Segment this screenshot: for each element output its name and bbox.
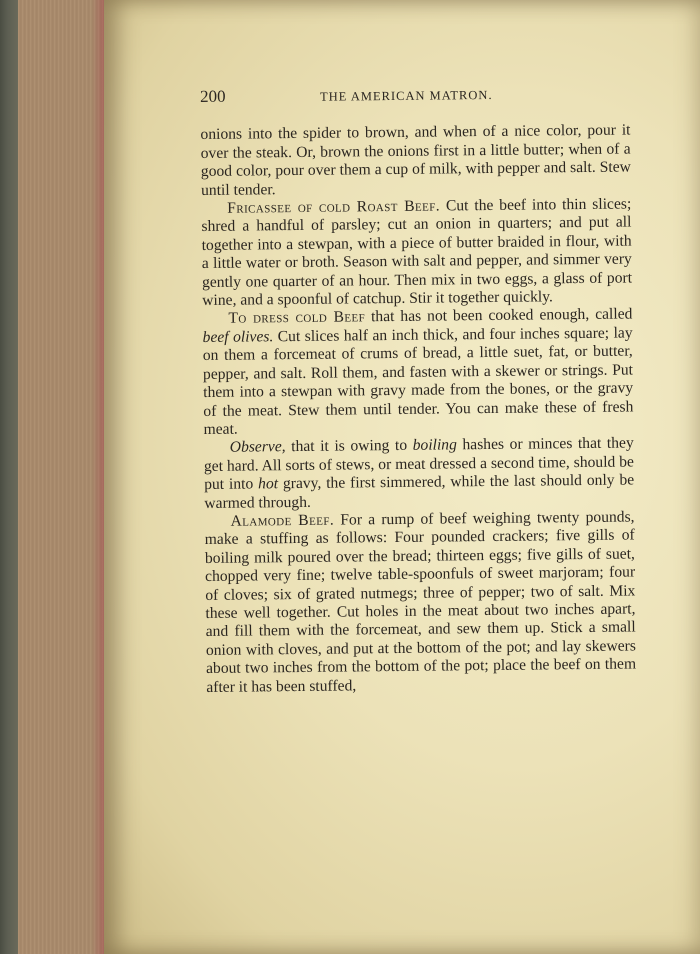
paragraph — [204, 435, 635, 513]
emphasis-text: Observe, — [229, 438, 286, 457]
running-head: THE AMERICAN MATRON. — [320, 87, 493, 104]
paragraph-text: that it is owing to — [285, 437, 413, 456]
paragraph — [202, 306, 633, 439]
paragraph-text: Cut slices half an inch thick, and four inches square; lay on them a forcemeat of crums of bread, a little suet, fat, or butter, pepper, and salt. Roll them, and fasten with a skewer or strings. Put them into a stewpan with gravy made from the bones, or the gravy of the meat. Stew them until tender. You can make these of fresh meat. — [202, 324, 634, 438]
paragraph — [201, 196, 632, 311]
paragraph-text: For a rump of beef weighing twenty pounds, make a stuffing as follows: Four pounded crackers; five gills of boiling milk poured over the bread; thirteen eggs; five gills of suet, chopped very fine; twelve table-spoonfuls of sweet marjoram; four of cloves; six of grated nutmegs; three of pepper; two of salt. Mix these well together. Cut holes in the meat about two inches apart, and fill them with the forcemeat, and sew them up. Stick a small onion with cloves, and put at the bottom of the pot; and lay skewers about two inches from the bottom of the pot; place the beef on them after it has been stuffed, — [204, 508, 637, 696]
emphasis-text: hot — [258, 475, 279, 493]
page-body — [200, 122, 636, 697]
page-header — [200, 83, 630, 107]
recipe-title: Fricassee of cold Roast Beef. — [227, 197, 441, 217]
recipe-title: Alamode Beef. — [230, 511, 335, 530]
recipe-title: To dress cold Beef — [228, 308, 366, 328]
paragraph-text: that has not been cooked enough, called — [365, 305, 633, 326]
paragraph-text: Cut the beef into thin slices; shred a handful of parsley; cut an onion in quarters; and put all together into a stewpan, with a piece of butter braided in flour, with a little water or broth. Season with salt and pepper, and simmer very gently one quarter of an hour. Then mix in two eggs, a glass of port wine, and a spoonful of catchup. Stir it together quickly. — [201, 195, 633, 310]
text-block — [200, 83, 636, 696]
page-edges — [18, 0, 106, 954]
paragraph — [204, 508, 636, 697]
page-number: 200 — [199, 86, 226, 106]
paragraph-text: onions into the spider to brown, and when of a nice color, pour it over the steak. Or, brown the onions first in a little butter; when of a good color, pour over them a cup of milk, with pepper and salt. Stew until tender. — [200, 121, 631, 199]
paragraph-text: hashes or minces that they get hard. All sorts of stews, or meat dressed a second time, should be put into — [203, 434, 635, 494]
emphasis-text: boiling — [412, 436, 457, 455]
book-cover-edge — [0, 0, 18, 954]
paragraph — [200, 122, 631, 200]
emphasis-text: beef olives. — [202, 328, 274, 346]
paragraph-text: gravy, the first simmered, while the last should only be warmed through. — [204, 471, 635, 512]
book-page — [104, 0, 700, 954]
